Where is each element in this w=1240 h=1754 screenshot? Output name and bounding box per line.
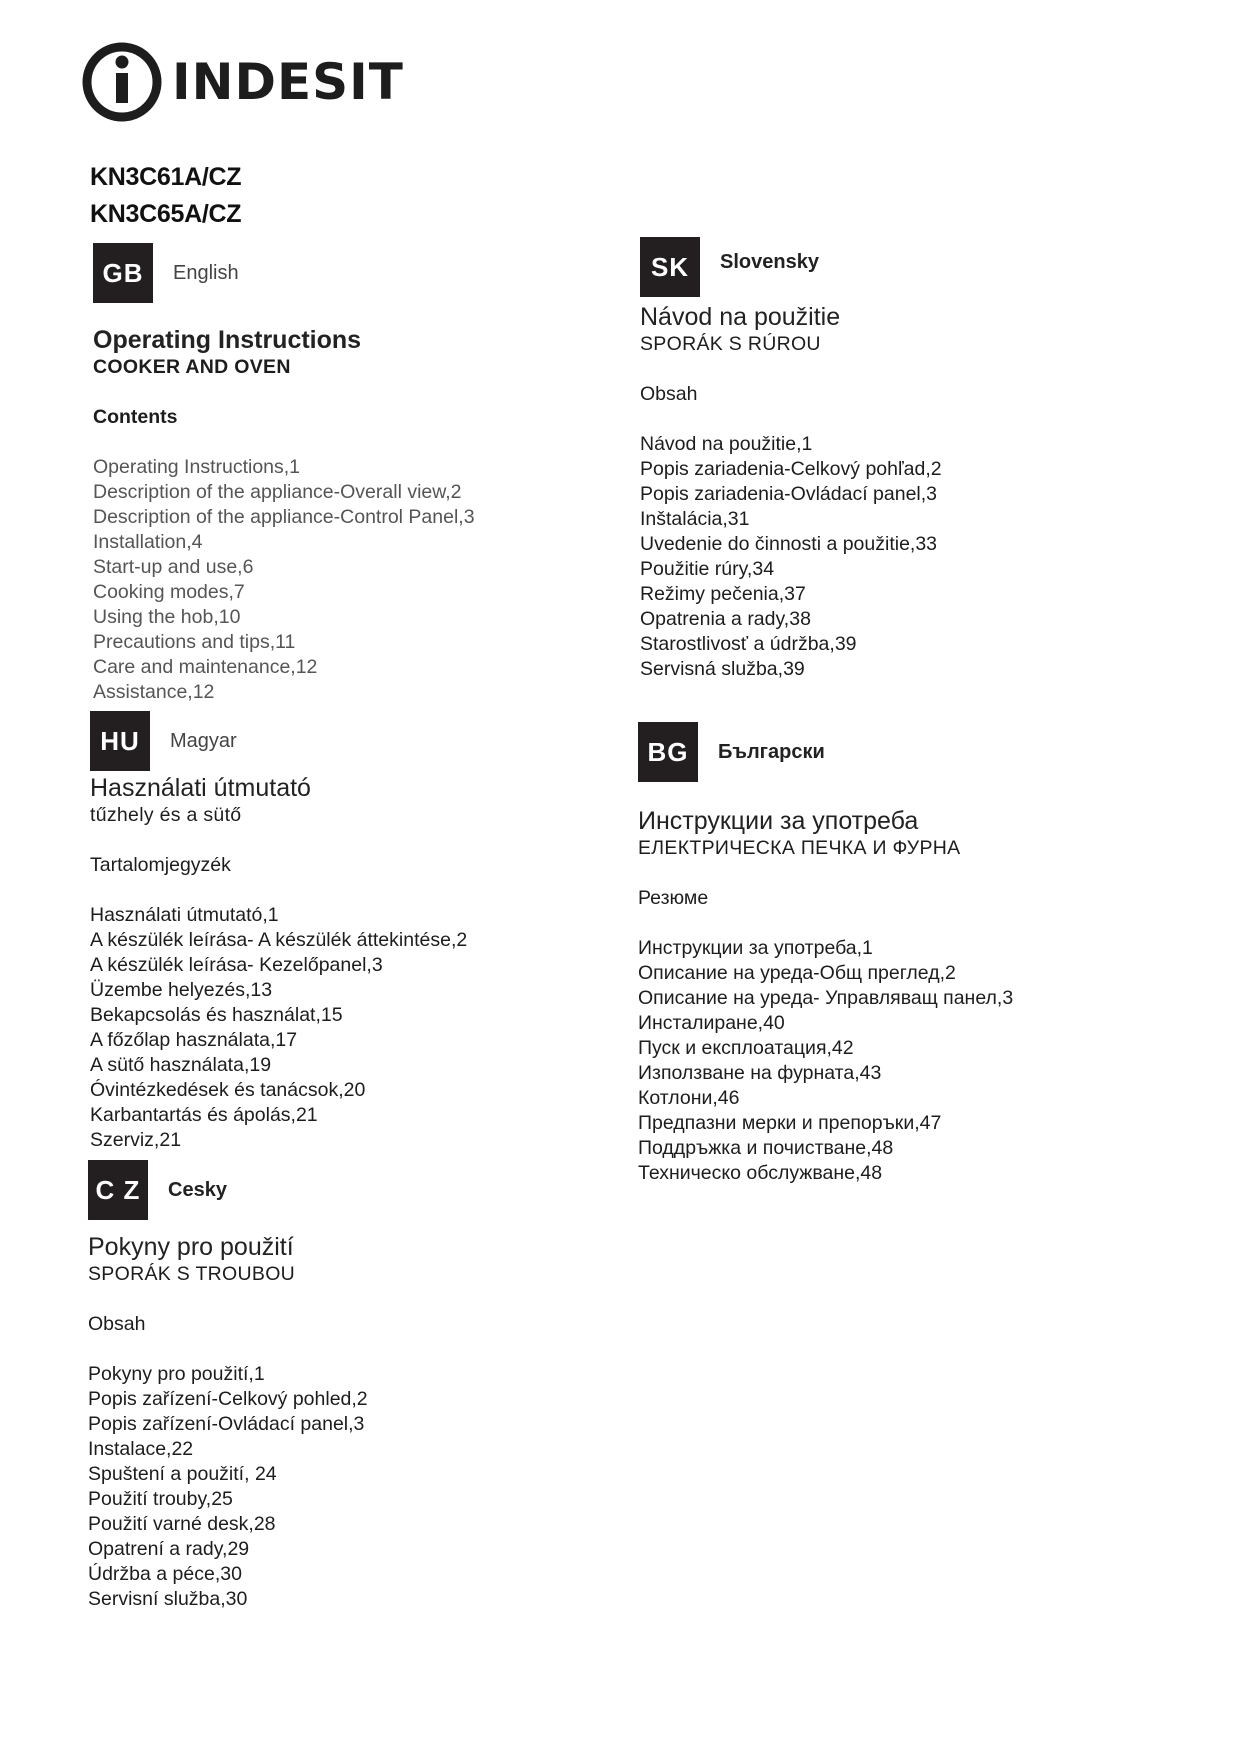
toc-item: Karbantartás és ápolás,21	[90, 1104, 318, 1126]
toc-item: Precautions and tips,11	[93, 631, 296, 653]
toc-item: Description of the appliance-Overall view,2	[93, 481, 462, 503]
toc-item: Použití varné desk,28	[88, 1513, 276, 1535]
contents-heading: Tartalomjegyzék	[90, 854, 231, 876]
toc-item: Instalace,22	[88, 1438, 194, 1460]
toc-list	[88, 1362, 608, 1612]
toc-item: Предпазни мерки и препоръки,47	[638, 1112, 942, 1134]
toc-item: Popis zařízení-Celkový pohled,2	[88, 1388, 368, 1410]
toc-item: Servisní služba,30	[88, 1588, 248, 1610]
toc-item: Popis zařízení-Ovládací panel,3	[88, 1413, 365, 1435]
toc-item: Описание на уреда- Управляващ панел,3	[638, 987, 1014, 1009]
toc-item: Description of the appliance-Control Panel,3	[93, 506, 475, 528]
section-cz	[88, 1160, 608, 1612]
toc-item: Care and maintenance,12	[93, 656, 318, 678]
toc-item: Installation,4	[93, 531, 203, 553]
toc-item: Použitie rúry,34	[640, 558, 775, 580]
toc-item: Описание на уреда-Общ преглед,2	[638, 962, 956, 984]
contents-heading: Резюме	[638, 887, 709, 909]
section-title: Használati útmutató	[90, 774, 311, 802]
toc-list	[638, 936, 1158, 1186]
section-title: Инструкции за употреба	[638, 807, 919, 835]
toc-item: Uvedenie do činnosti a použitie,33	[640, 533, 938, 555]
toc-item: Използване на фурната,43	[638, 1062, 882, 1084]
section-subtitle: SPORÁK S TROUBOU	[88, 1263, 296, 1285]
section-subtitle: ЕЛЕКТРИЧЕСКА ПЕЧКА И ФУРНА	[638, 837, 961, 859]
toc-item: Üzembe helyezés,13	[90, 979, 273, 1001]
language-badge: GB	[93, 243, 153, 303]
language-name: Cesky	[168, 1178, 227, 1201]
toc-item: Пуск и експлоатация,42	[638, 1037, 854, 1059]
section-subtitle: tűzhely és a sütő	[90, 804, 242, 826]
toc-item: A készülék leírása- A készülék áttekintése,2	[90, 929, 468, 951]
toc-item: Návod na použitie,1	[640, 433, 813, 455]
toc-item: Поддръжка и почистване,48	[638, 1137, 894, 1159]
toc-item: Инструкции за употреба,1	[638, 937, 873, 959]
toc-item: Spuštení a použití, 24	[88, 1463, 277, 1485]
toc-item: Инсталиране,40	[638, 1012, 785, 1034]
toc-item: Óvintézkedések és tanácsok,20	[90, 1079, 366, 1101]
language-badge: C Z	[88, 1160, 148, 1220]
toc-item: Použití trouby,25	[88, 1488, 233, 1510]
toc-list	[90, 903, 610, 1153]
language-name: Magyar	[170, 729, 237, 752]
toc-list	[640, 432, 1160, 682]
toc-item: Pokyny pro použití,1	[88, 1363, 265, 1385]
section-sk	[640, 237, 1160, 682]
toc-item: A sütő használata,19	[90, 1054, 272, 1076]
section-hu	[90, 711, 610, 1153]
language-badge: SK	[640, 237, 700, 297]
toc-list	[93, 455, 613, 705]
toc-item: Техническо обслужване,48	[638, 1162, 883, 1184]
toc-item: Starostlivosť a údržba,39	[640, 633, 857, 655]
contents-heading: Obsah	[640, 383, 698, 405]
language-badge: BG	[638, 722, 698, 782]
brand-logo	[82, 42, 404, 122]
language-name: Български	[718, 740, 825, 763]
indesit-logo-icon	[82, 42, 162, 122]
toc-item: Popis zariadenia-Ovládací panel,3	[640, 483, 938, 505]
contents-heading: Obsah	[88, 1313, 146, 1335]
toc-item: A főzőlap használata,17	[90, 1029, 298, 1051]
language-name: English	[173, 261, 239, 284]
section-subtitle: COOKER AND OVEN	[93, 356, 291, 378]
toc-item: Údržba a péce,30	[88, 1563, 242, 1585]
language-badge: HU	[90, 711, 150, 771]
toc-item: A készülék leírása- Kezelőpanel,3	[90, 954, 383, 976]
section-title: Návod na použitie	[640, 303, 841, 331]
model-number: KN3C65A/CZ	[90, 200, 242, 228]
language-name: Slovensky	[720, 250, 819, 273]
toc-item: Котлони,46	[638, 1087, 740, 1109]
toc-item: Inštalácia,31	[640, 508, 750, 530]
toc-item: Start-up and use,6	[93, 556, 254, 578]
section-title: Pokyny pro použití	[88, 1233, 294, 1261]
brand-name: INDESIT	[172, 53, 404, 111]
toc-item: Servisná služba,39	[640, 658, 805, 680]
toc-item: Using the hob,10	[93, 606, 241, 628]
toc-item: Opatrenia a rady,38	[640, 608, 811, 630]
section-title: Operating Instructions	[93, 326, 362, 354]
section-gb	[93, 243, 613, 705]
toc-item: Szerviz,21	[90, 1129, 182, 1151]
section-subtitle: SPORÁK S RÚROU	[640, 333, 821, 355]
toc-item: Bekapcsolás és használat,15	[90, 1004, 343, 1026]
toc-item: Assistance,12	[93, 681, 215, 703]
section-bg	[638, 722, 1158, 1186]
toc-item: Opatrení a rady,29	[88, 1538, 250, 1560]
contents-heading: Contents	[93, 406, 178, 428]
toc-item: Használati útmutató,1	[90, 904, 279, 926]
toc-item: Operating Instructions,1	[93, 456, 301, 478]
toc-item: Režimy pečenia,37	[640, 583, 806, 605]
toc-item: Popis zariadenia-Celkový pohľad,2	[640, 458, 942, 480]
toc-item: Cooking modes,7	[93, 581, 245, 603]
model-number: KN3C61A/CZ	[90, 163, 242, 191]
